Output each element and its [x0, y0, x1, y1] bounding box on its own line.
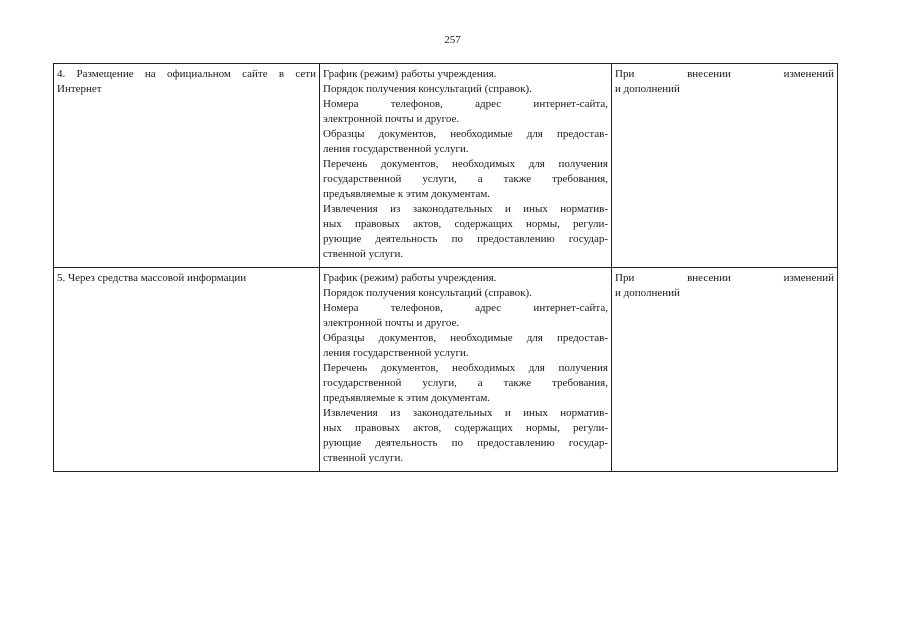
content-text-line: Образцы документов, необходимые для предостав-: [323, 332, 608, 344]
content-text-line: Извлечения из законодательных и иных норматив-: [323, 203, 608, 215]
content-text-line: ления государственной услуги.: [323, 143, 469, 155]
method-text-line: 5. Через средства массовой информации: [57, 272, 247, 284]
content-text-line: ных правовых актов, содержащих нормы, регули-: [323, 218, 608, 230]
content-text-line: График (режим) работы учреждения.: [323, 272, 497, 284]
content-text-line: ственной услуги.: [323, 452, 404, 464]
period-cell: [612, 64, 838, 268]
period-text-line: При внесении изменений: [615, 272, 834, 284]
period-cell: [612, 268, 838, 472]
content-text-line: Перечень документов, необходимых для получения: [323, 158, 608, 170]
method-cell: [54, 64, 320, 268]
page-number: 257: [444, 34, 461, 46]
method-cell: [54, 268, 320, 472]
content-cell: [320, 268, 612, 472]
content-text-line: Номера телефонов, адрес интернет-сайта,: [323, 98, 608, 110]
method-text-line: Интернет: [57, 83, 102, 95]
content-text-line: рующие деятельность по предоставлению государ-: [323, 233, 608, 245]
content-text-line: ления государственной услуги.: [323, 347, 469, 359]
content-text-line: ных правовых актов, содержащих нормы, регули-: [323, 422, 608, 434]
method-text-line: 4. Размещение на официальном сайте в сети: [57, 68, 316, 80]
content-text-line: электронной почты и другое.: [323, 317, 460, 329]
content-text-line: Перечень документов, необходимых для получения: [323, 362, 608, 374]
content-text-line: Образцы документов, необходимые для предостав-: [323, 128, 608, 140]
content-text-line: электронной почты и другое.: [323, 113, 460, 125]
content-text-line: государственной услуги, а также требования,: [323, 173, 608, 185]
content-text-line: рующие деятельность по предоставлению государ-: [323, 437, 608, 449]
content-text-line: Номера телефонов, адрес интернет-сайта,: [323, 302, 608, 314]
content-text-line: государственной услуги, а также требования,: [323, 377, 608, 389]
content-text-line: График (режим) работы учреждения.: [323, 68, 497, 80]
table-row: [54, 268, 838, 472]
period-text-line: и дополнений: [615, 287, 680, 299]
content-text-line: предъявляемые к этим документам.: [323, 188, 491, 200]
content-text-line: предъявляемые к этим документам.: [323, 392, 491, 404]
period-text-line: и дополнений: [615, 83, 680, 95]
period-text-line: При внесении изменений: [615, 68, 834, 80]
content-text-line: Порядок получения консультаций (справок).: [323, 287, 532, 299]
content-text-line: Порядок получения консультаций (справок).: [323, 83, 532, 95]
content-text-line: ственной услуги.: [323, 248, 404, 260]
information-table: [53, 63, 838, 472]
table-row: [54, 64, 838, 268]
content-cell: [320, 64, 612, 268]
content-text-line: Извлечения из законодательных и иных норматив-: [323, 407, 608, 419]
